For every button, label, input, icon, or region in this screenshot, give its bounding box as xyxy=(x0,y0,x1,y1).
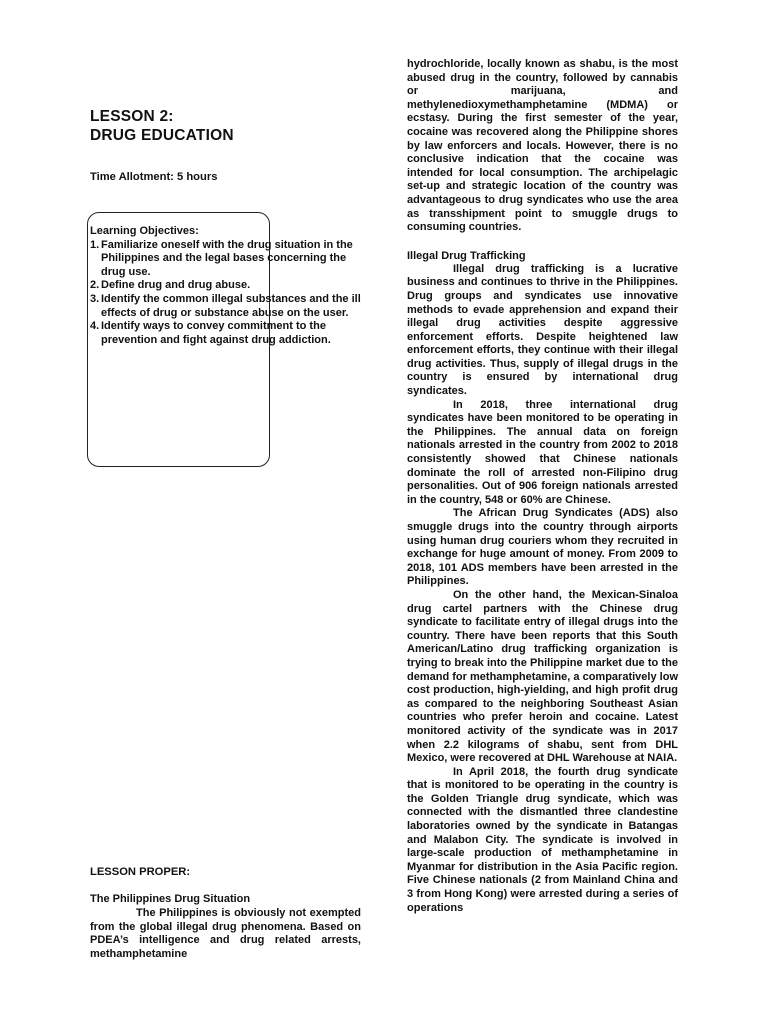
objective-number: 3. xyxy=(90,292,100,305)
lesson-number: LESSON 2: xyxy=(90,108,174,125)
objective-number: 4. xyxy=(90,320,100,333)
objectives-list xyxy=(90,239,362,348)
ph-situation-continuation: hydrochloride, locally known as shabu, is the most abused drug in the country, followed by cannabis or marijuana, and methylenedioxymethamphetamine (MDMA) or ecstasy. During the first semester of the year, cocaine was recovered along the Philippine shores by law enforcers and locals. However, there is no conclusive indication that the cocaine was intended for local consumption. The archipelagic set-up and strategic location of the country was advantageous to drug syndicates who use the area as transshipment point to smuggle drugs to consuming countries. xyxy=(407,58,678,234)
left-column-body xyxy=(90,907,361,961)
objective-text: Familiarize oneself with the drug situation in the Philippines and the legal bases concerning the drug use. xyxy=(101,238,353,278)
right-column xyxy=(407,58,678,915)
trafficking-paragraph: The African Drug Syndicates (ADS) also smuggle drugs into the country through airports using human drug couriers whom they recruited in exchange for huge amount of money. From 2009 to 2018, 101 ADS members have been arrested in the Philippines. xyxy=(407,507,678,588)
lesson-title xyxy=(90,107,234,145)
lesson-name: DRUG EDUCATION xyxy=(90,127,234,144)
trafficking-heading: Illegal Drug Trafficking xyxy=(407,249,526,262)
objective-text: Identify the common illegal substances and the ill effects of drug or substance abuse on the user. xyxy=(101,292,361,319)
trafficking-paragraph: In 2018, three international drug syndicates have been monitored to be operating in the Philippines. The annual data on foreign nationals arrested in the country from 2002 to 2018 consistently showed that Chinese nationals dominate the roll of arrested non-Filipino drug personalities. Out of 906 foreign nationals arrested in the country, 548 or 60% are Chinese. xyxy=(407,398,678,506)
objective-item xyxy=(90,239,362,280)
objective-item xyxy=(90,320,362,347)
objective-text: Define drug and drug abuse. xyxy=(101,279,251,292)
ph-situation-paragraph: The Philippines is obviously not exempted from the global illegal drug phenomena. Based on PDEA’s intelligence and drug related arrests, methamphetamine xyxy=(90,907,361,960)
objective-item xyxy=(90,279,362,293)
trafficking-paragraph: Illegal drug trafficking is a lucrative business and continues to thrive in the Philippines. Drug groups and syndicates use innovative methods to evade apprehension and expand their illegal drug activities despite aggressive enforcement efforts. Despite heightened law enforcement efforts, they continue with their illegal drug activities. Thus, supply of illegal drugs in the country is ensured by international drug syndicates. xyxy=(407,262,678,398)
lesson-proper-heading: LESSON PROPER: xyxy=(90,866,191,878)
objective-item xyxy=(90,293,362,320)
trafficking-paragraph: In April 2018, the fourth drug syndicate that is monitored to be operating in the country is the Golden Triangle drug syndicate, which was connected with the dismantled three clandestine laboratories owned by the syndicate in Batangas and Malabon City. The syndicate is involved in large-scale production of methamphetamine in Myanmar for distribution in the Asia Pacific region. Five Chinese nationals (2 from Mainland China and 3 from Hong Kong) were arrested during a series of operations xyxy=(407,765,678,914)
time-allotment: Time Allotment: 5 hours xyxy=(90,171,218,183)
objective-number: 2. xyxy=(90,279,100,292)
trafficking-paragraph: On the other hand, the Mexican-Sinaloa drug cartel partners with the Chinese drug syndicate to facilitate entry of illegal drugs into the country. There have been reports that this South American/Latino drug trafficking organization is trying to break into the Philippine market due to the demand for methamphetamine, a comparatively low cost production, high-yielding, and high profit drug as compared to the neighboring Southeast Asian countries who prefer heroin and cocaine. Latest monitored activity of the syndicate was in 2017 when 2.2 kilograms of shabu, sent from DHL Mexico, were recovered at DHL Warehouse at NAIA. xyxy=(407,588,678,765)
ph-situation-heading: The Philippines Drug Situation xyxy=(90,893,251,905)
learning-objectives xyxy=(90,225,362,347)
objectives-heading: Learning Objectives: xyxy=(90,225,199,237)
objective-text: Identify ways to convey commitment to the prevention and fight against drug addiction. xyxy=(101,320,331,346)
objective-number: 1. xyxy=(90,238,100,251)
